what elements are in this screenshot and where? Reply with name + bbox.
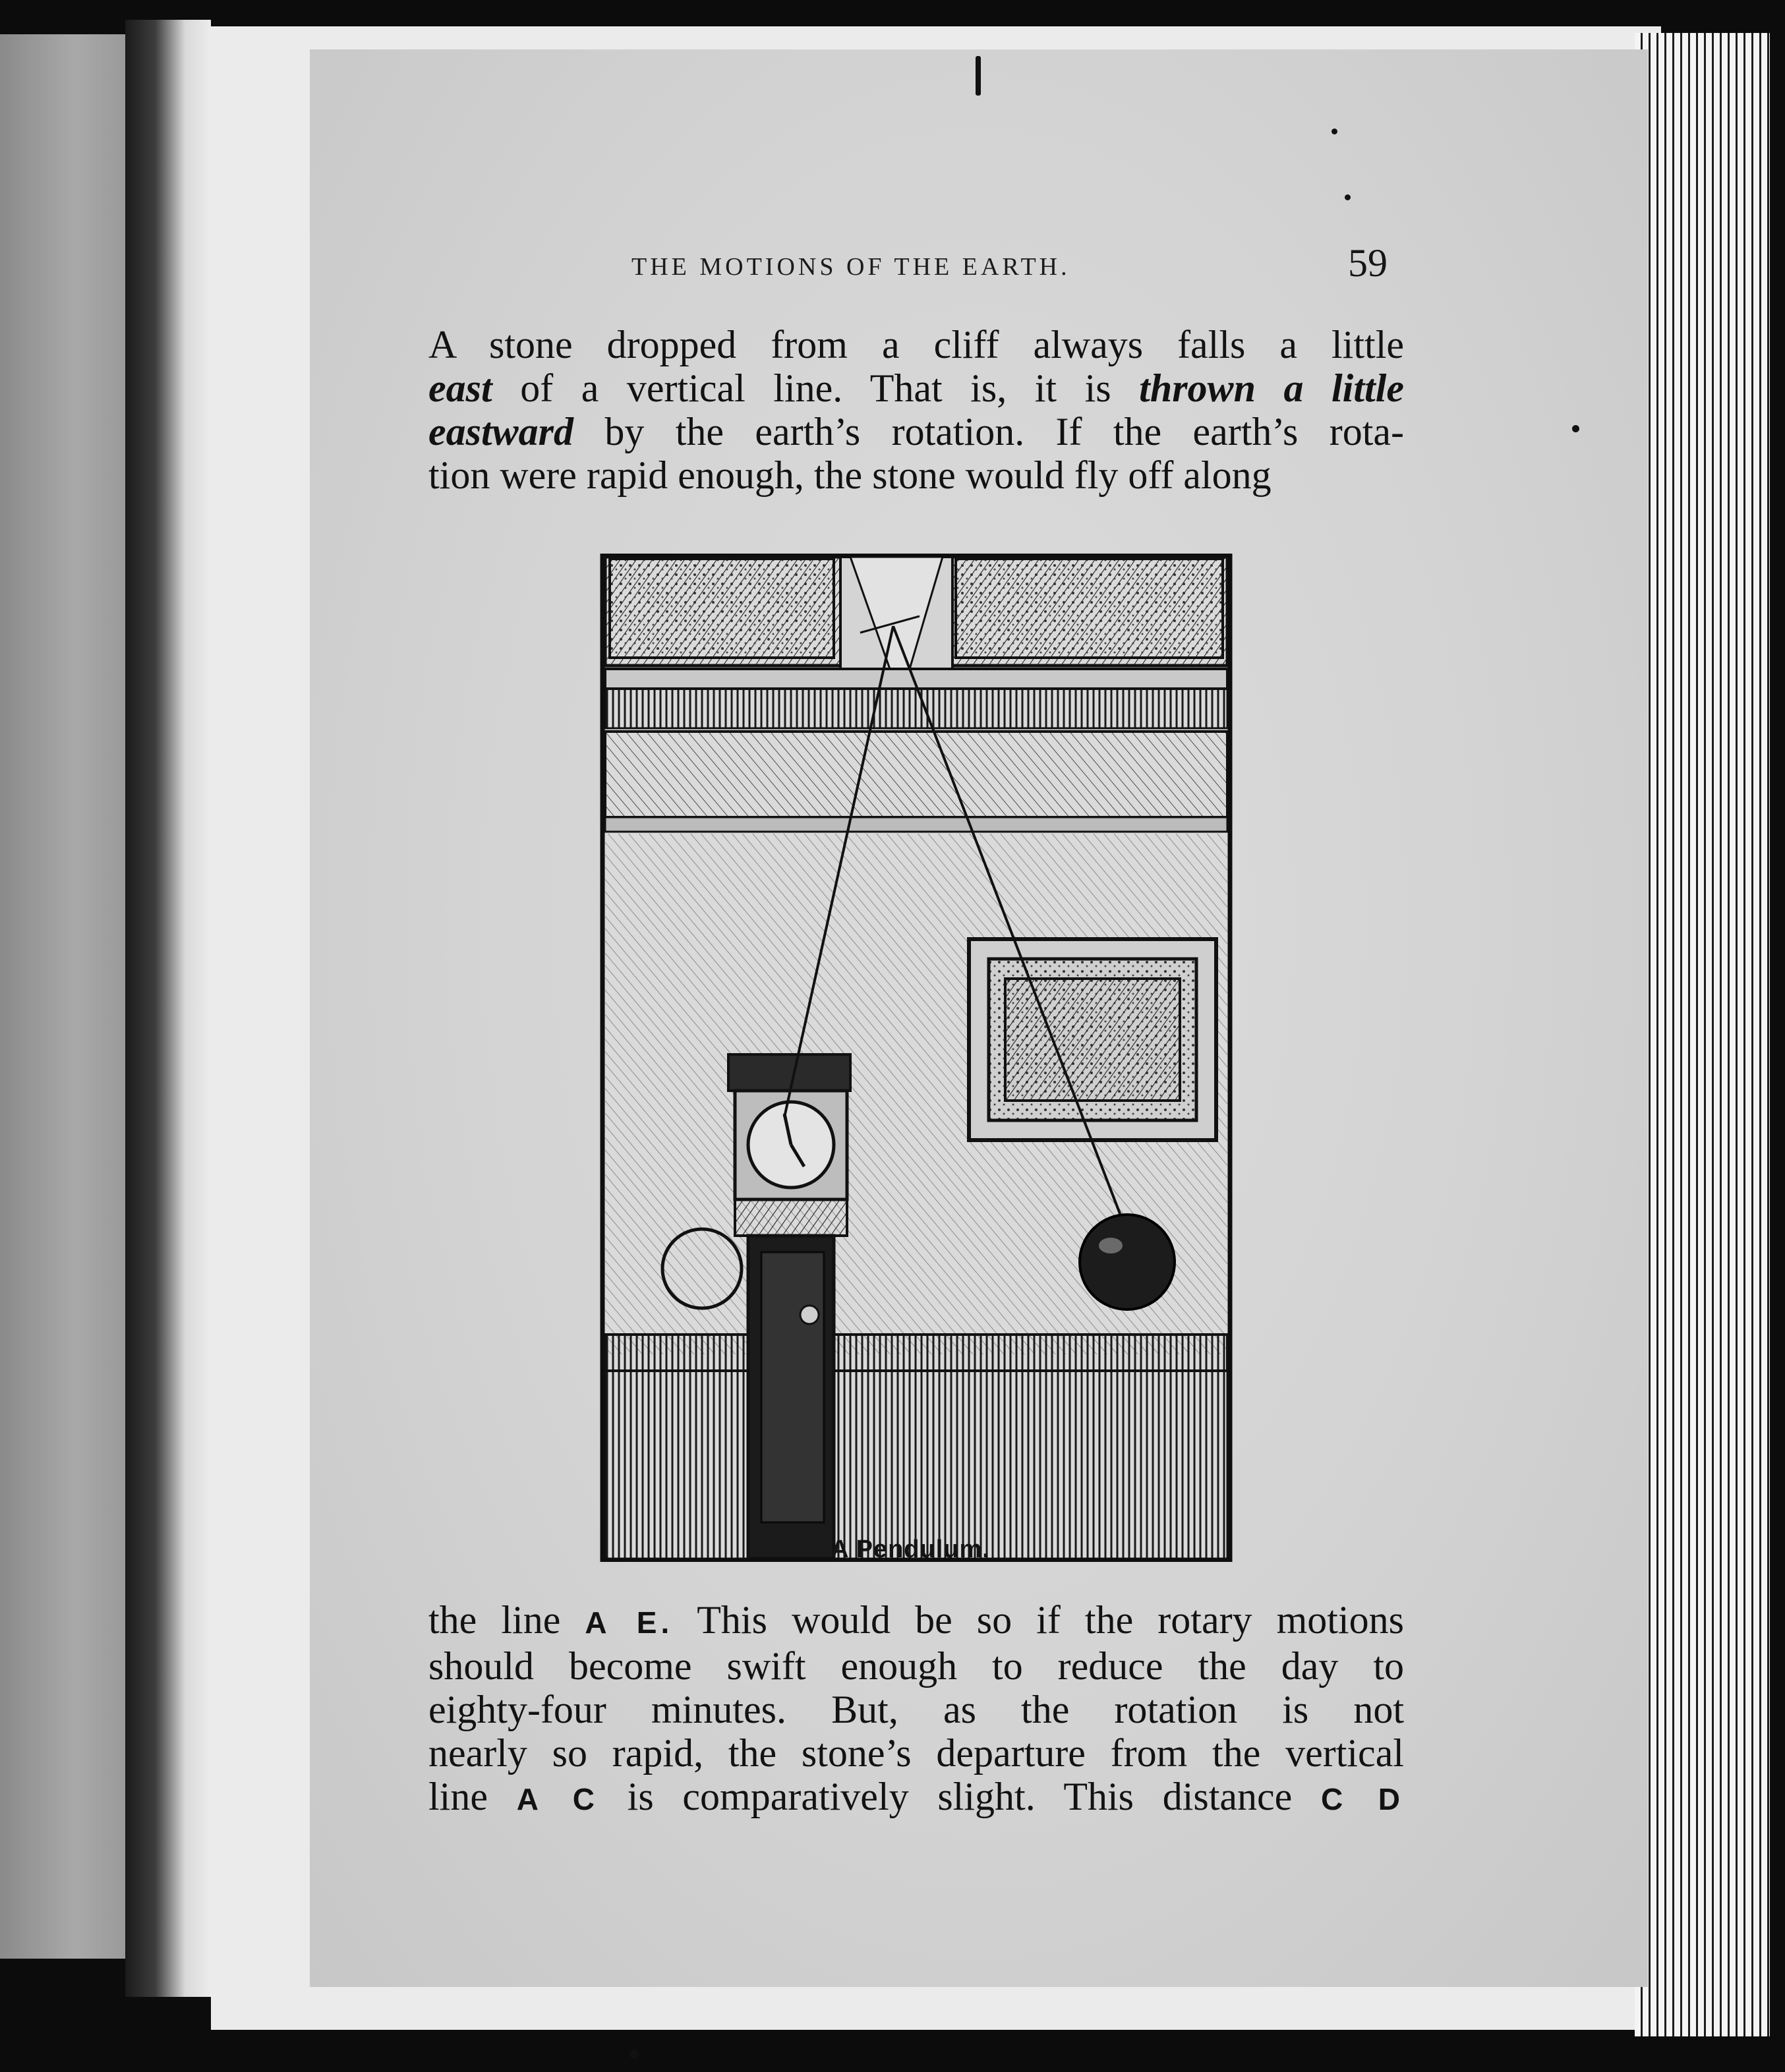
line-label-ac: A C <box>516 1782 599 1816</box>
text-line <box>428 1775 1404 1821</box>
text-line <box>428 366 1404 410</box>
emphasis-thrown: thrown a little <box>1139 366 1404 410</box>
emphasis-eastward: eastward <box>428 410 574 453</box>
text-line: tion were rapid enough, the stone would fly off along <box>428 453 1272 497</box>
page-number: 59 <box>1348 241 1388 285</box>
stacked-page-edges <box>1635 33 1770 2036</box>
figure-caption: A Pendulum. <box>831 1536 990 1563</box>
text-line: A stone dropped from a cliff always falls a little <box>428 323 1404 366</box>
text-run: of a vertical line. That is, it is <box>492 366 1140 410</box>
ink-speck <box>1345 194 1351 200</box>
ink-speck <box>976 56 981 96</box>
line-label-cd: C D <box>1321 1782 1404 1816</box>
paragraph-top <box>428 323 1404 497</box>
pendulum-figure <box>600 554 1233 1562</box>
text-run: by the earth’s rotation. If the earth’s rota- <box>573 410 1404 453</box>
text-run: the line <box>428 1598 585 1642</box>
text-line: should become swift enough to reduce the day to <box>428 1644 1404 1688</box>
facing-page-edge <box>0 34 125 1959</box>
book-spine-gutter <box>125 20 211 1997</box>
pendulum-engraving <box>600 554 1233 1562</box>
text-line <box>428 410 1404 453</box>
text-line: nearly so rapid, the stone’s departure from the vertical <box>428 1731 1404 1775</box>
text-run: is comparatively slight. This distance <box>598 1775 1322 1818</box>
text-line <box>428 1598 1404 1644</box>
line-label-ae: A E. <box>585 1605 674 1640</box>
text-run: This would be so if the rotary motions <box>673 1598 1404 1642</box>
running-title: THE MOTIONS OF THE EARTH. <box>631 253 1070 281</box>
book-page <box>310 49 1648 1987</box>
ink-speck <box>1331 129 1337 134</box>
emphasis-east: east <box>428 366 492 410</box>
text-line: eighty-four minutes. But, as the rotation is not <box>428 1688 1404 1731</box>
ink-speck <box>629 2050 639 2059</box>
ink-speck <box>1572 425 1579 432</box>
text-run: line <box>428 1775 517 1818</box>
paragraph-bottom <box>428 1598 1404 1821</box>
running-head <box>310 241 1648 293</box>
